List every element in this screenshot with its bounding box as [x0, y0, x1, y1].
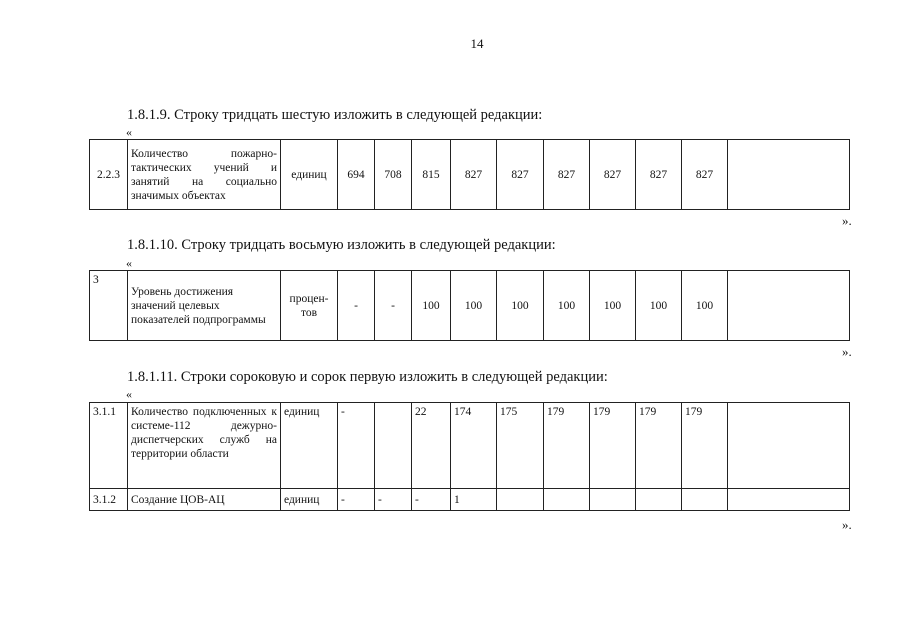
value-cell [590, 489, 636, 511]
value-cell [636, 489, 682, 511]
close-quote: ». [842, 213, 852, 228]
value-cell: 100 [590, 271, 636, 341]
value-cell: - [338, 489, 375, 511]
value-cell: 179 [590, 403, 636, 489]
value-cell: 827 [636, 140, 682, 210]
value-cell: 100 [451, 271, 497, 341]
value-cell: 100 [636, 271, 682, 341]
open-quote: « [126, 256, 132, 270]
row-code: 3 [90, 271, 128, 341]
row-unit: единиц [281, 403, 338, 489]
value-cell: 100 [412, 271, 451, 341]
row-unit: единиц [281, 140, 338, 210]
value-cell: 22 [412, 403, 451, 489]
row-name: Количество пожарно-тактических учений и занятий на социально значимых объектах [128, 140, 281, 210]
open-quote: « [126, 387, 132, 401]
open-quote: « [126, 125, 132, 139]
value-cell: 179 [682, 403, 728, 489]
table-row [90, 403, 850, 489]
value-cell: 179 [544, 403, 590, 489]
value-cell: 100 [544, 271, 590, 341]
value-cell [375, 403, 412, 489]
value-cell: 815 [412, 140, 451, 210]
row-code: 2.2.3 [90, 140, 128, 210]
amendment-heading: 1.8.1.11. Строки сороковую и сорок первую изложить в следующей редакции: [127, 369, 608, 385]
amendment-heading: 1.8.1.9. Строку тридцать шестую изложить в следующей редакции: [127, 107, 543, 123]
value-cell [728, 403, 850, 489]
value-cell [497, 489, 544, 511]
close-quote: ». [842, 517, 852, 532]
value-cell: 827 [544, 140, 590, 210]
value-cell [728, 140, 850, 210]
value-cell: 100 [497, 271, 544, 341]
value-cell: 1 [451, 489, 497, 511]
row-unit: единиц [281, 489, 338, 511]
row-unit: процен-тов [281, 271, 338, 341]
row-name: Количество подключенных к системе-112 дежурно-диспетчерских служб на территории области [128, 403, 281, 489]
amendment-table [89, 402, 850, 511]
value-cell: 175 [497, 403, 544, 489]
value-cell: - [338, 271, 375, 341]
row-name: Создание ЦОВ-АЦ [128, 489, 281, 511]
value-cell [544, 489, 590, 511]
value-cell: - [338, 403, 375, 489]
value-cell: 827 [682, 140, 728, 210]
value-cell: 708 [375, 140, 412, 210]
value-cell: - [412, 489, 451, 511]
value-cell [682, 489, 728, 511]
value-cell: 174 [451, 403, 497, 489]
value-cell: 827 [497, 140, 544, 210]
amendment-table [89, 139, 850, 210]
value-cell: - [375, 271, 412, 341]
value-cell: 827 [590, 140, 636, 210]
value-cell: - [375, 489, 412, 511]
page-number: 14 [470, 36, 484, 51]
row-code: 3.1.1 [90, 403, 128, 489]
value-cell: 827 [451, 140, 497, 210]
value-cell: 694 [338, 140, 375, 210]
value-cell [728, 271, 850, 341]
amendment-table [89, 270, 850, 341]
table-row [90, 271, 850, 341]
close-quote: ». [842, 344, 852, 359]
value-cell: 179 [636, 403, 682, 489]
value-cell [728, 489, 850, 511]
amendment-heading: 1.8.1.10. Строку тридцать восьмую изложить в следующей редакции: [127, 237, 556, 253]
table-row [90, 140, 850, 210]
row-name: Уровень достижения значений целевых показателей подпрограммы [128, 271, 281, 341]
table-row [90, 489, 850, 511]
value-cell: 100 [682, 271, 728, 341]
row-code: 3.1.2 [90, 489, 128, 511]
